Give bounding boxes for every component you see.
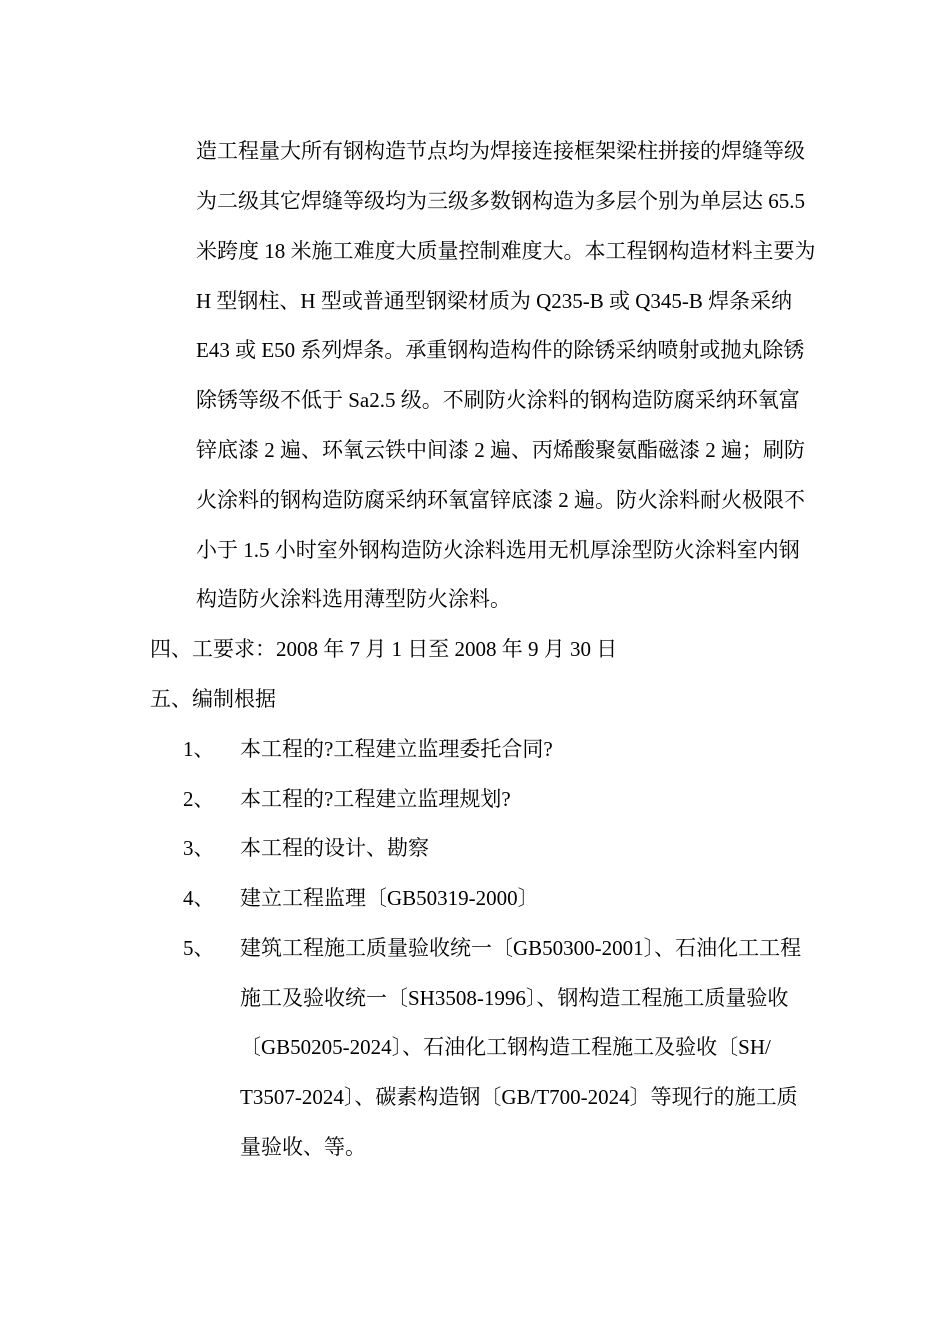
paragraph-line: 米跨度 18 米施工难度大质量控制难度大。本工程钢构造材料主要为 — [196, 239, 816, 263]
list-item-text: 建筑工程施工质量验收统一〔GB50300-2001〕、石油化工工程 — [240, 936, 802, 960]
list-item-number: 3、 — [183, 836, 215, 860]
paragraph-line: 火涂料的钢构造防腐采纳环氧富锌底漆 2 遍。防火涂料耐火极限不 — [196, 488, 805, 512]
list-item-text: 本工程的?工程建立监理规划? — [240, 787, 511, 811]
list-item-number: 1、 — [183, 737, 215, 761]
list-item-text: 施工及验收统一〔SH3508-1996〕、钢构造工程施工质量验收 — [240, 986, 789, 1010]
list-item-text: T3507-2024〕、碳素构造钢〔GB/T700-2024〕等现行的施工质 — [240, 1085, 798, 1109]
paragraph-line: 除锈等级不低于 Sa2.5 级。不刷防火涂料的钢构造防腐采纳环氧富 — [196, 388, 800, 412]
paragraph-line: E43 或 E50 系列焊条。承重钢构造构件的除锈采纳喷射或抛丸除锈 — [196, 338, 805, 362]
list-item-number: 2、 — [183, 787, 215, 811]
paragraph-line: H 型钢柱、H 型或普通型钢梁材质为 Q235-B 或 Q345-B 焊条采纳 — [196, 289, 793, 313]
list-item-text: 〔GB50205-2024〕、石油化工钢构造工程施工及验收〔SH/ — [240, 1035, 771, 1059]
section-4-heading: 四、工要求：2008 年 7 月 1 日至 2008 年 9 月 30 日 — [150, 637, 618, 661]
list-item-text: 本工程的设计、勘察 — [240, 836, 429, 860]
paragraph-line: 小于 1.5 小时室外钢构造防火涂料选用无机厚涂型防火涂料室内钢 — [196, 538, 800, 562]
paragraph-line: 锌底漆 2 遍、环氧云铁中间漆 2 遍、丙烯酸聚氨酯磁漆 2 遍；刷防 — [196, 438, 805, 462]
paragraph-line: 构造防火涂料选用薄型防火涂料。 — [196, 587, 511, 611]
paragraph-line: 造工程量大所有钢构造节点均为焊接连接框架梁柱拼接的焊缝等级 — [196, 139, 805, 163]
list-item-text: 本工程的?工程建立监理委托合同? — [240, 737, 553, 761]
list-item-text: 量验收、等。 — [240, 1135, 366, 1159]
list-item-number: 4、 — [183, 886, 215, 910]
list-item-text: 建立工程监理〔GB50319-2000〕 — [240, 886, 539, 910]
paragraph-line: 为二级其它焊缝等级均为三级多数钢构造为多层个别为单层达 65.5 — [196, 189, 805, 213]
list-item-number: 5、 — [183, 936, 215, 960]
section-5-heading: 五、编制根据 — [150, 687, 276, 711]
